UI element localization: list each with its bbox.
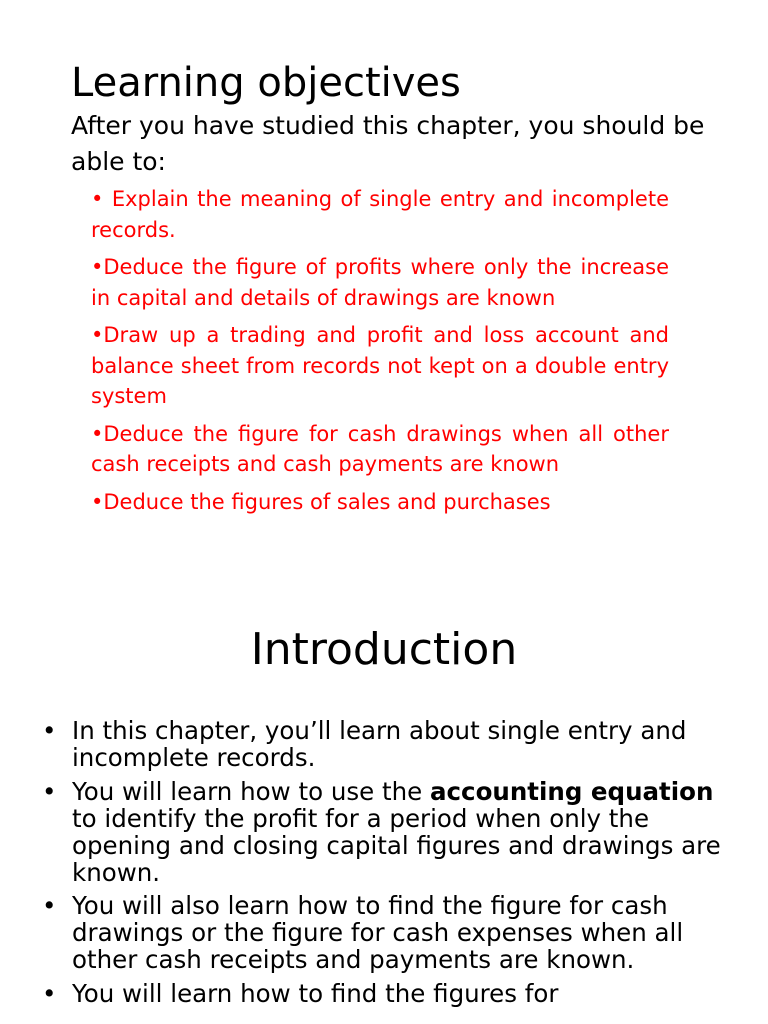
bullet-icon: •	[42, 776, 57, 806]
learning-objectives-title: Learning objectives	[71, 60, 461, 106]
introduction-slide	[0, 608, 768, 1024]
bullet-icon: •	[42, 891, 57, 920]
objective-item: •Deduce the figures of sales and purchases	[91, 489, 551, 514]
introduction-item-text: You will learn how to find the figures for	[72, 978, 559, 1008]
bullet-icon: •	[42, 978, 57, 1008]
objective-item: •Deduce the figure for cash drawings when all other cash receipts and cash payments are known	[91, 421, 669, 476]
objective-item: •Draw up a trading and profit and loss account and balance sheet from records not kept on a double entry system	[91, 323, 669, 408]
introduction-item	[42, 778, 732, 886]
bullet-icon: •	[42, 716, 57, 745]
introduction-title: Introduction	[250, 624, 518, 675]
learning-objectives-list	[91, 184, 669, 524]
introduction-item-text: You will learn how to use the	[72, 776, 430, 806]
introduction-item	[42, 980, 732, 1007]
introduction-item	[42, 717, 732, 771]
introduction-item-text: You will also learn how to find the figure for cash drawings or the figure for cash expenses when all other cash receipts and payments are known.	[72, 891, 684, 974]
objective-item: •Deduce the figure of profits where only the increase in capital and details of drawings are known	[91, 255, 669, 310]
introduction-item	[42, 892, 732, 973]
introduction-item-text: to identify the profit for a period when only the opening and closing capital figures and drawings are known.	[72, 803, 721, 887]
introduction-item-text: In this chapter, you’ll learn about single entry and incomplete records.	[72, 716, 687, 772]
introduction-list	[42, 717, 732, 1013]
learning-objectives-intro: After you have studied this chapter, you should be able to:	[71, 111, 705, 176]
introduction-item-bold-term: accounting equation	[430, 776, 714, 806]
objective-item: • Explain the meaning of single entry and incomplete records.	[91, 187, 669, 242]
